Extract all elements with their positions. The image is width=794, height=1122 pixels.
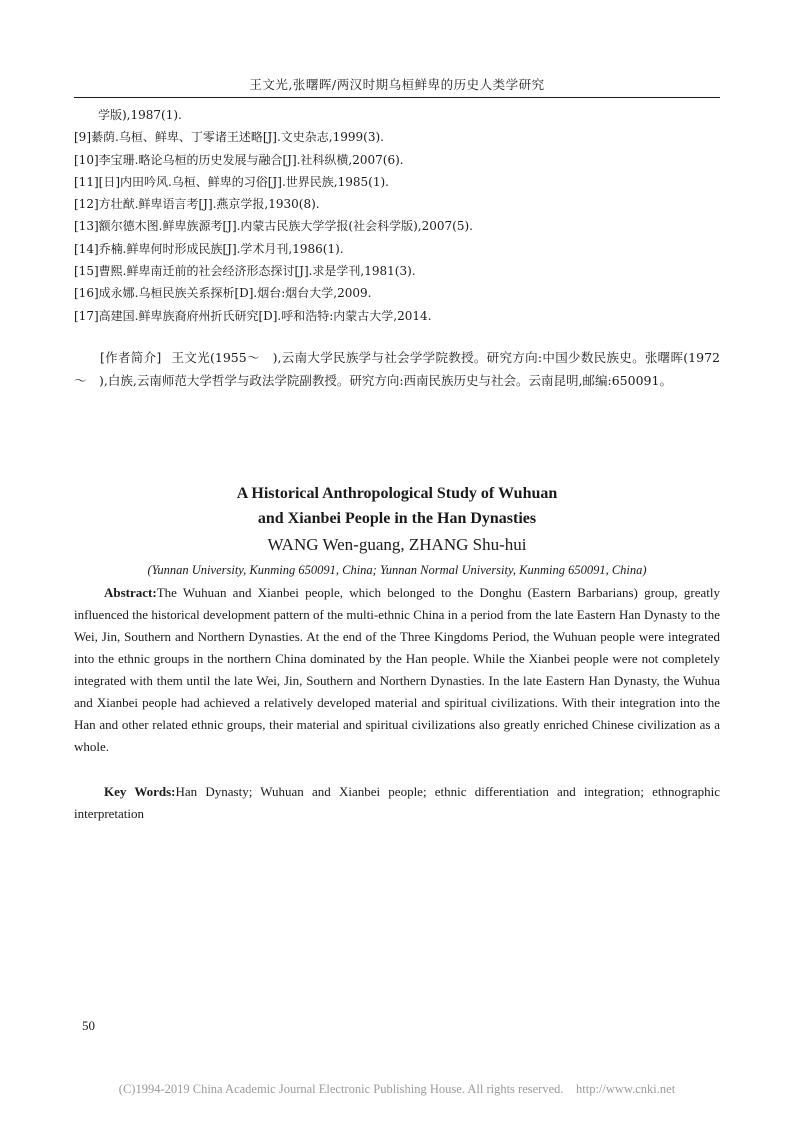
keywords-label: Key Words:	[104, 784, 176, 799]
copyright-footer: (C)1994-2019 China Academic Journal Electronic Publishing House. All rights reserved. http://www.cnki.net	[118, 1082, 676, 1096]
page-number: 50	[82, 1018, 95, 1033]
reference-item: [15]曹熙.鲜卑南迁前的社会经济形态探讨[J].求是学刊,1981(3).	[74, 264, 416, 279]
reference-item: [16]成永娜.乌桓民族关系探析[D].烟台:烟台大学,2009.	[74, 286, 372, 301]
header-rule	[74, 97, 720, 98]
reference-item: [12]方壮猷.鲜卑语言考[J].燕京学报,1930(8).	[74, 197, 320, 212]
author-bio-label: [作者简介]	[100, 350, 162, 365]
reference-item: [10]李宝珊.略论乌桓的历史发展与融合[J].社科纵横,2007(6).	[74, 152, 404, 167]
reference-item: [11][日]内田吟风.乌桓、鲜卑的习俗[J].世界民族,1985(1).	[74, 174, 389, 189]
english-affiliation: (Yunnan University, Kunming 650091, China; Yunnan Normal University, Kunming 650091, China)	[147, 563, 647, 577]
english-abstract	[74, 582, 720, 758]
abstract-label: Abstract:	[104, 585, 157, 600]
english-title	[74, 481, 720, 531]
english-title-line-2: and Xianbei People in the Han Dynasties	[257, 510, 537, 527]
reference-list	[74, 104, 720, 327]
english-authors: WANG Wen-guang, ZHANG Shu-hui	[267, 535, 527, 554]
running-header: 王文光,张曙晖/两汉时期乌桓鲜卑的历史人类学研究	[249, 77, 545, 92]
reference-item: [13]额尔德木图.鲜卑族源考[J].内蒙古民族大学学报(社会科学版),2007(5).	[74, 219, 473, 234]
reference-item: [9]綦荫.乌桓、鲜卑、丁零诸王述略[J].文史杂志,1999(3).	[74, 130, 384, 145]
english-title-line-1: A Historical Anthropological Study of Wuhuan	[236, 485, 558, 502]
reference-item: 学版),1987(1).	[98, 108, 182, 122]
keywords-text: Han Dynasty; Wuhuan and Xianbei people; ethnic differentiation and integration; ethnographic interpretation	[74, 784, 720, 821]
reference-item: [17]高建国.鲜卑族裔府州折氏研究[D].呼和浩特:内蒙古大学,2014.	[74, 308, 432, 323]
author-bio	[74, 346, 720, 392]
english-keywords	[74, 781, 720, 825]
reference-item: [14]乔楠.鲜卑何时形成民族[J].学术月刊,1986(1).	[74, 241, 344, 256]
author-bio-text: 王文光(1955～ ),云南大学民族学与社会学学院教授。研究方向:中国少数民族史。张曙晖(1972～ ),白族,云南师范大学哲学与政法学院副教授。研究方向:西南民族历史与社会。云南昆明,邮编:650091。	[74, 350, 720, 388]
abstract-text: The Wuhuan and Xianbei people, which belonged to the Donghu (Eastern Barbarians) group, greatly influenced the historical development pattern of the multi-ethnic China in a period from the late Eastern Han Dynasty to the Wei, Jin, Southern and Northern Dynasties. At the end of the Three Kingdoms Period, the Wuhuan people were integrated into the ethnic groups in the northern China dominated by the Han people. While the Xianbei people were not completely integrated with them until the late Wei, Jin, Southern and Northern Dynasties. In the late Eastern Han Dynasty, the Wuhua and Xianbei people had achieved a relatively developed material and spiritual civilizations. With their integration into the Han and other related ethnic groups, their material and spiritual civilizations also greatly enriched Chinese civilization as a whole.	[74, 585, 720, 754]
